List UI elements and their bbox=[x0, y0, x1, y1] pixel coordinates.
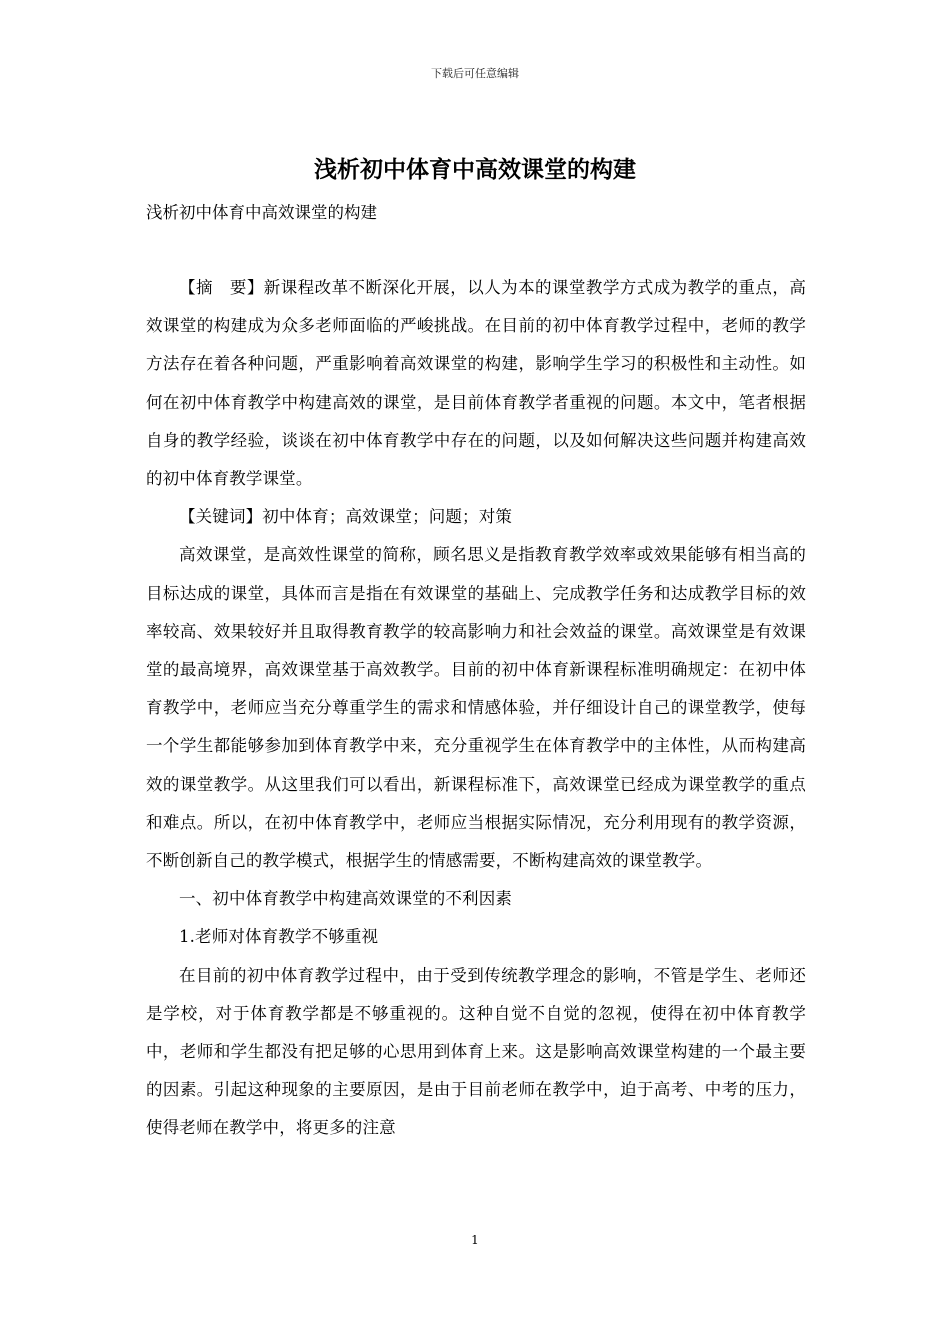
abstract-paragraph: 【摘 要】新课程改革不断深化开展，以人为本的课堂教学方式成为教学的重点，高效课堂的构建成为众多老师面临的严峻挑战。在目前的初中体育教学过程中，老师的教学方法存在着各种问题，严重影响着高效课堂的构建，影响学生学习的积极性和主动性。如何在初中体育教学中构建高效的课堂，是目前体育教学者重视的问题。本文中，笔者根据自身的教学经验，谈谈在初中体育教学中存在的问题，以及如何解决这些问题并构建高效的初中体育教学课堂。 bbox=[146, 278, 806, 489]
keywords-paragraph: 【关键词】初中体育；高效课堂；问题；对策 bbox=[179, 507, 512, 527]
intro-paragraph: 高效课堂，是高效性课堂的简称，顾名思义是指教育教学效率或效果能够有相当高的目标达成的课堂，具体而言是指在有效课堂的基础上、完成教学任务和达成教学目标的效率较高、效果较好并且取得教育教学的较高影响力和社会效益的课堂。高效课堂是有效课堂的最高境界，高效课堂基于高效教学。目前的初中体育新课程标准明确规定：在初中体育教学中，老师应当充分尊重学生的需求和情感体验，并仔细设计自己的课堂教学，使每一个学生都能够参加到体育教学中来，充分重视学生在体育教学中的主体性，从而构建高效的课堂教学。从这里我们可以看出，新课程标准下，高效课堂已经成为课堂教学的重点和难点。所以，在初中体育教学中，老师应当根据实际情况，充分利用现有的教学资源，不断创新自己的教学模式，根据学生的情感需要，不断构建高效的课堂教学。 bbox=[146, 545, 806, 871]
header-note: 下载后可任意编辑 bbox=[431, 67, 519, 80]
document-subtitle: 浅析初中体育中高效课堂的构建 bbox=[146, 203, 377, 222]
section-heading: 一、初中体育教学中构建高效课堂的不利因素 bbox=[179, 889, 512, 909]
body-text bbox=[146, 269, 806, 1148]
document-title: 浅析初中体育中高效课堂的构建 bbox=[314, 156, 636, 183]
subsection-heading: 1.老师对体育教学不够重视 bbox=[179, 927, 379, 947]
body-paragraph: 在目前的初中体育教学过程中，由于受到传统教学理念的影响，不管是学生、老师还是学校，对于体育教学都是不够重视的。这种自觉不自觉的忽视，使得在初中体育教学中，老师和学生都没有把足够的心思用到体育上来。这是影响高效课堂构建的一个最主要的因素。引起这种现象的主要原因，是由于目前老师在教学中，迫于高考、中考的压力，使得老师在教学中，将更多的注意 bbox=[146, 965, 806, 1138]
page-number: 1 bbox=[471, 1233, 479, 1247]
